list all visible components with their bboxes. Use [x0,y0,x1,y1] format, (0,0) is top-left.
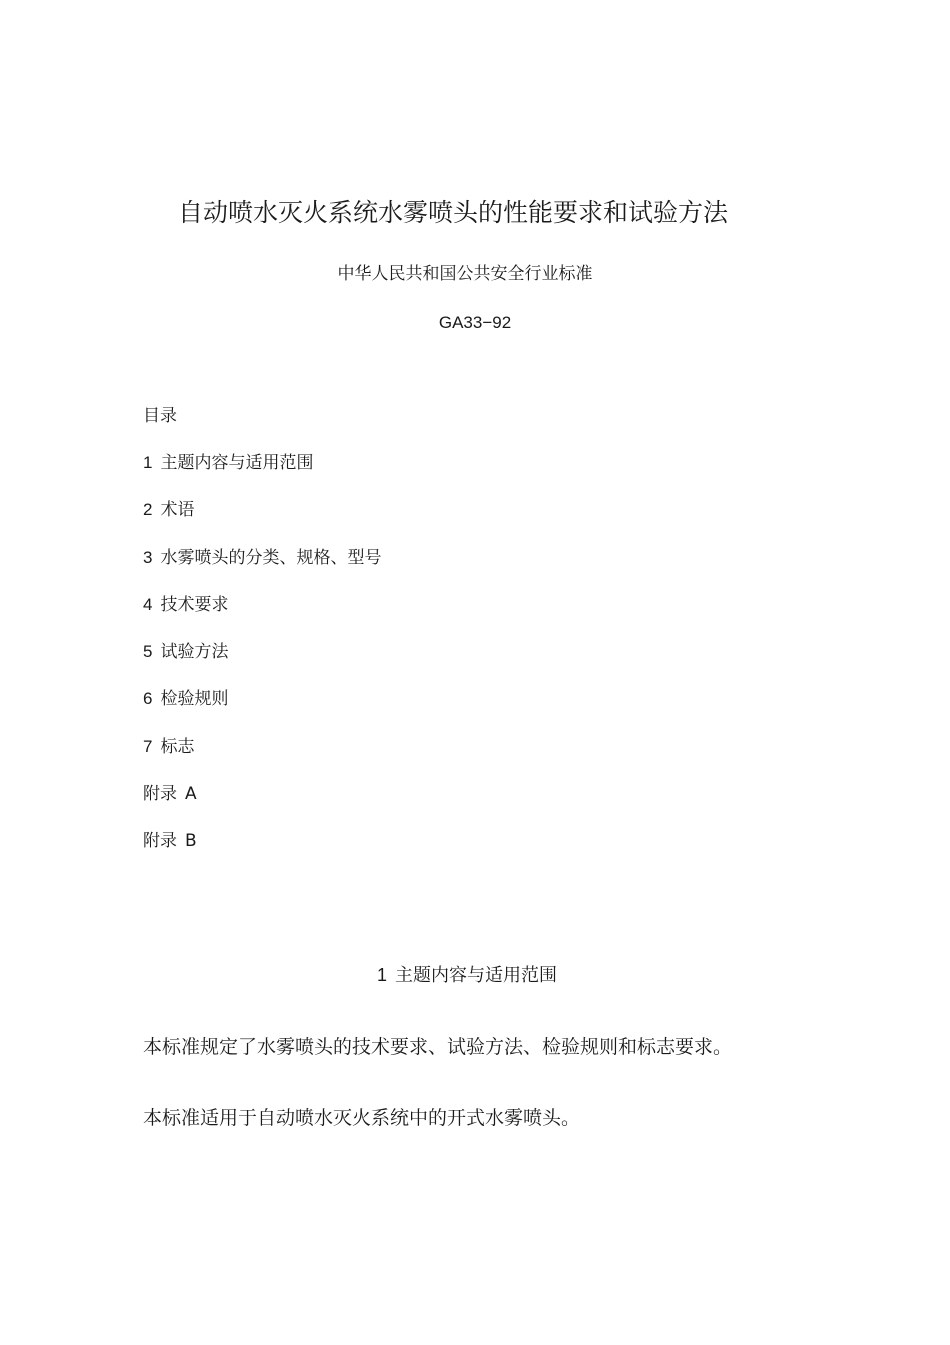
toc-item-label: 标志 [160,736,195,757]
toc-item-number: 附录 [143,784,177,804]
section-number: 1 [376,965,387,985]
toc-item-4 [143,593,381,640]
toc-item-number: 7 [143,736,153,756]
section-1-heading [0,962,934,989]
section-1-paragraph: 本标准规定了水雾喷头的技术要求、试验方法、检验规则和标志要求。 [143,1036,733,1058]
toc-item-label: 术语 [160,500,195,521]
document-title: 自动喷水灭火系统水雾喷头的性能要求和试验方法 [177,198,728,227]
toc-item-number: 2 [143,500,153,520]
toc-item-1 [143,451,381,498]
toc-heading: 目录 [143,406,177,426]
toc-item-2 [143,498,381,545]
toc-item-appendix-b [143,829,381,876]
toc-item-appendix-a [143,782,381,829]
section-title: 主题内容与适用范围 [395,965,557,986]
toc-item-7 [143,735,381,782]
toc-item-number: 3 [143,547,153,567]
issuer-line: 中华人民共和国公共安全行业标准 [337,264,593,284]
toc-item-label: A [185,784,197,805]
toc-item-label: 试验方法 [160,642,229,663]
toc-item-3 [143,546,381,593]
toc-item-6 [143,687,381,734]
toc-item-5 [143,640,381,687]
toc-item-number: 5 [143,642,153,662]
toc-item-label: 主题内容与适用范围 [160,453,314,473]
standard-code: GA33−92 [438,313,512,332]
toc-item-label: 技术要求 [160,594,229,615]
toc-item-number: 1 [143,453,153,472]
toc-item-label: 水雾喷头的分类、规格、型号 [160,547,382,568]
toc-item-number: 6 [143,689,153,709]
toc-item-number: 附录 [143,831,177,851]
toc-item-number: 4 [143,594,153,614]
toc-item-label: 检验规则 [160,689,229,710]
toc-item-label: B [185,831,197,852]
table-of-contents [143,451,381,877]
section-1-paragraph: 本标准适用于自动喷水灭火系统中的开式水雾喷头。 [143,1107,581,1129]
